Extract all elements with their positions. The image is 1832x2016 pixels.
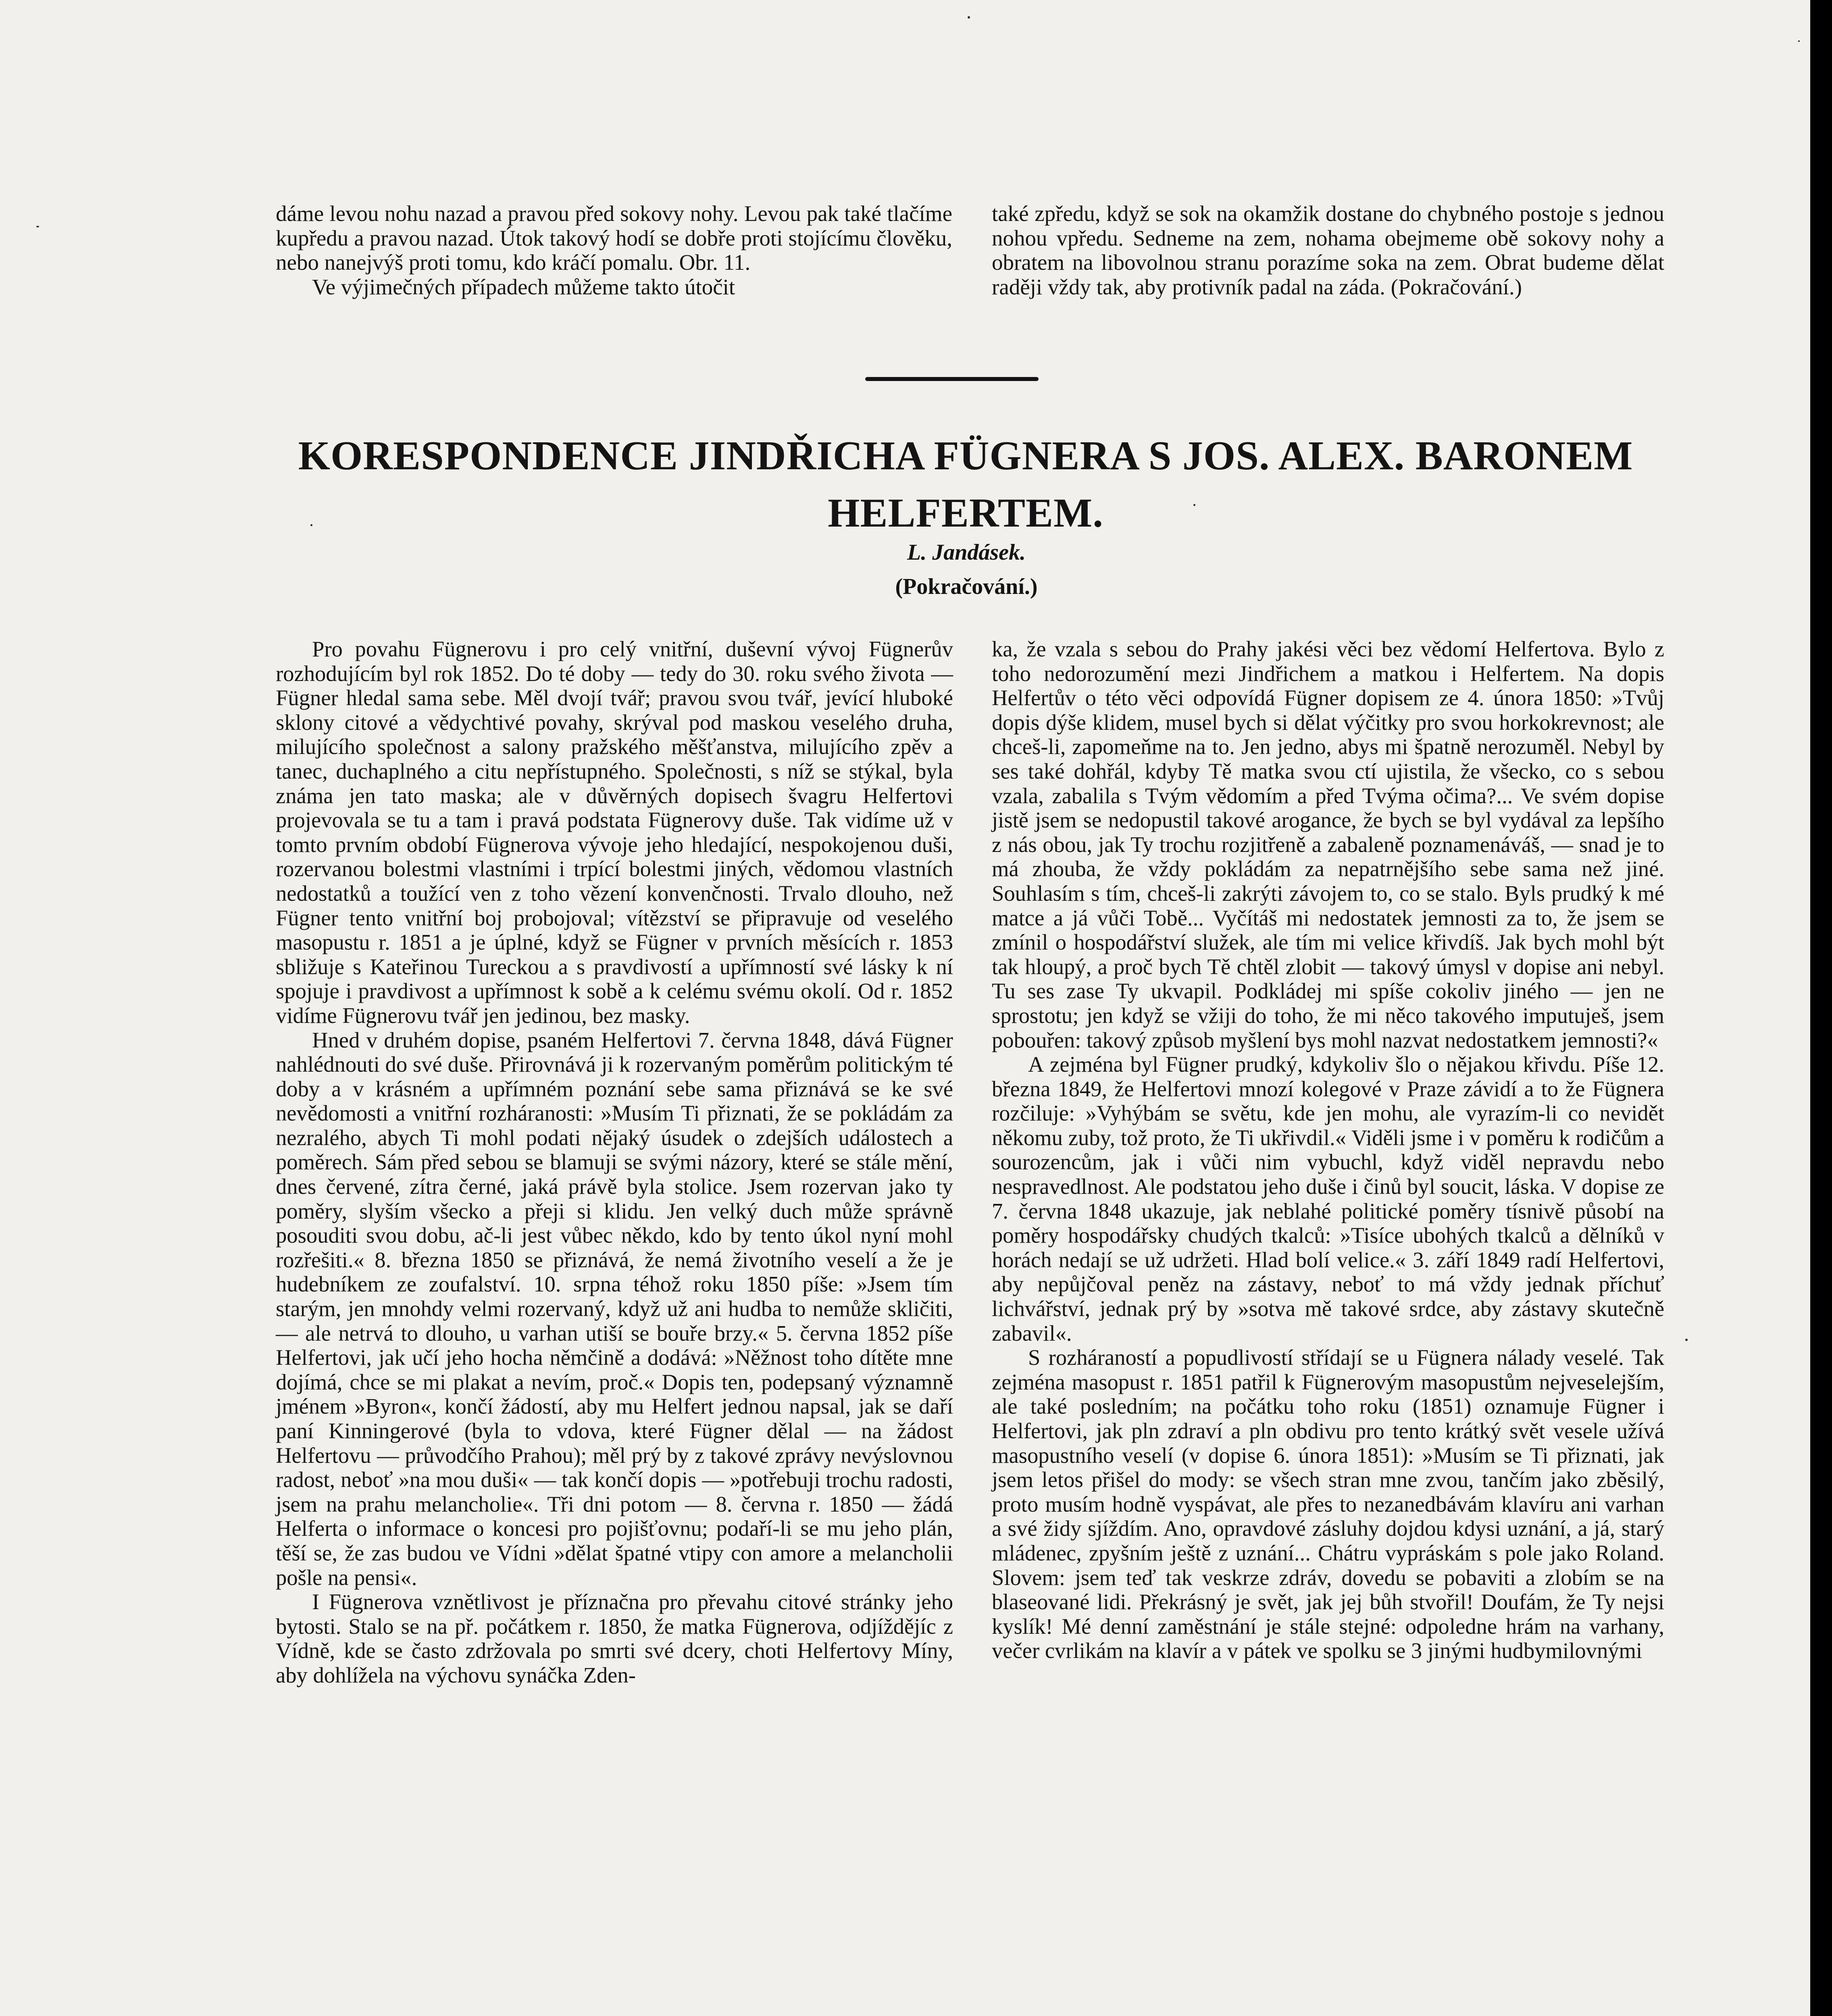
article-paragraph: ka, že vzala s sebou do Prahy jakési věci bez vědomí Helfertova. Bylo z toho nedorozumění mezi Jindřichem a matkou i Helfertem. Na dopis Helfertův o této věci odpovídá Fügner dopisem ze 4. února 1850: »Tvůj dopis dýše klidem, musel bych si dělat výčitky pro svou horkokrevnost; ale chceš-li, zapomeňme na to. Jen jedno, abys mi špatně nerozuměl. Nebyl by ses také dohřál, kdyby Tě matka svou ctí ujistila, že všecko, co s sebou vzala, zabalila s Tvým vědomím a před Tvýma očima?... Ve svém dopise jistě jsem se nedopustil takové arogance, že bych se byl vydával za lepšího z nás obou, jak Ty trochu rozjitřeně a zabaleně poznamenáváš, — snad je to má zhouba, že vždy pokládám za nepatrnějšího sebe sama než jiné. Souhlasím s tím, chceš-li zakrýti závojem to, co se stalo. Byls prudký k mé matce a já vůči Tobě... Vyčítáš mi nedostatek jemnosti za to, že jsem se zmínil o hospodářství služek, ale tím mi velice křivdíš. Jak bych mohl být tak hloupý, a proč bych Tě chtěl zlobit — takový úmysl v dopise ani nebyl. Tu ses zase Ty ukvapil. Podkládej mi spíše cokoliv jiného — jen ne sprostotu; jen když se vžiji do toho, že mi něco takového imputuješ, jsem pobouřen: takový způsob myšlení bys mohl nazvat nedostatkem jemnosti?« [992, 637, 1664, 1052]
scan-speck [1685, 1339, 1688, 1341]
previous-article-right-column [992, 202, 1664, 299]
article-paragraph: A zejména byl Fügner prudký, kdykoliv šlo o nějakou křivdu. Píše 12. března 1849, že Helfertovi mnozí kolegové v Praze závidí a to že Fügnera rozčiluje: »Vyhýbám se světu, kde jen mohu, ale vyrazím-li co nevidět někomu zuby, tož proto, že Ti ukřivdil.« Viděli jsme i v poměru k rodičům a sourozencům, jak i vůči nim vybuchl, když viděl nepravdu nebo nespravedlnost. Ale podstatou jeho duše i činů byl soucit, láska. V dopise ze 7. června 1848 ukazuje, jak neblahé politické poměry tísnivě působí na poměry hospodářsky chudých tkalců: »Tisíce ubohých tkalců a dělníků v horách nedají se už udržeti. Hlad bolí velice.« 3. září 1849 radí Helfertovi, aby nepůjčoval peněz na zástavy, neboť to má vždy jednak příchuť lichvářství, jednak prý by »sotva mě takové srdce, aby zástavy skutečně zabavil«. [992, 1052, 1664, 1345]
article-paragraph: Hned v druhém dopise, psaném Helfertovi 7. června 1848, dává Fügner nahlédnouti do své duše. Přirovnává ji k rozervaným poměrům politickým té doby a v krásném a upřímném poznání sebe sama přiznává se ke své nevědomosti a vnitřní rozháranosti: »Musím Ti přiznati, že se pokládám za nezralého, abych Ti mohl podati nějaký úsudek o zdejších událostech a poměrech. Sám před sebou se blamuji se svými názory, které se stále mění, dnes červené, zítra černé, jaká právě byla stolice. Jsem rozervan jako ty poměry, slyším všecko a přeji si klidu. Jen velký duch může správně posouditi svou dobu, ač-li jest vůbec někdo, kdo by tento úkol nyní mohl rozřešiti.« 8. března 1850 se přiznává, že nemá životního veselí a že je hudebníkem ze zoufalství. 10. srpna téhož roku 1850 píše: »Jsem tím starým, jen mnohdy velmi rozervaný, když už ani hudba to nemůže skličiti, — ale netrvá to dlouho, u varhan utiší se bouře brzy.« 5. června 1852 píše Helfertovi, jak učí jeho hocha němčině a dodává: »Něžnost toho dítěte mne dojímá, chce se mi plakat a nevím, proč.« Dopis ten, podepsaný významně jménem »Byron«, končí žádostí, aby mu Helfert jednou napsal, jak se daří paní Kinningerové (byla to vdova, které Fügner dělal — na žádost Helfertovu — průvodčího Prahou); měl prý by z takové zprávy nevýslovnou radost, neboť »na mou duši« — tak končí dopis — »potřebuji trochu radosti, jsem na prahu melancholie«. Tři dni potom — 8. června r. 1850 — žádá Helferta o informace o koncesi pro pojišťovnu; podaří-li se mu jeho plán, těší se, že zas budou ve Vídni »dělat špatné vtipy con amore a melancholii pošle na pensi«. [276, 1027, 953, 1590]
article-left-column [276, 637, 953, 1688]
previous-article-paragraph: dáme levou nohu nazad a pravou před sokovy nohy. Levou pak také tlačíme kupředu a pravou nazad. Útok takový hodí se dobře proti stojícímu člověku, nebo nanejvýš proti tomu, kdo kráčí pomalu. Obr. 11. [276, 201, 952, 275]
continuation-note: (Pokračování.) [895, 574, 1038, 599]
previous-article-paragraph: Ve výjimečných případech můžeme takto útočit [312, 274, 735, 299]
scan-speck [310, 524, 312, 526]
scan-speck [968, 16, 970, 19]
article-title: KORESPONDENCE JINDŘICHA FÜGNERA S JOS. ALEX. BARONEM HELFERTEM. [298, 433, 1633, 536]
article-paragraph: I Fügnerova vznětlivost je příznačna pro převahu citové stránky jeho bytosti. Stalo se na př. počátkem r. 1850, že matka Fügnerova, odjíždějíc z Vídně, kde se často zdržovala po smrti své dcery, choti Helfertovy Míny, aby dohlížela na výchovu synáčka Zden- [276, 1589, 953, 1687]
previous-article-left-column [276, 202, 952, 299]
article-author: L. Jandásek. [907, 540, 1026, 565]
scan-speck [1193, 504, 1195, 506]
section-divider-rule [865, 377, 1039, 381]
article-paragraph: S rozháraností a popudlivostí střídají se u Fügnera nálady veselé. Tak zejména masopust r. 1851 patřil k Fügnerovým masopustům nejveselejším, ale také posledním; na počátku toho roku (1851) oznamuje Fügner i Helfertovi, jak pln zdraví a pln obdivu pro tento krátký svět vesele užívá masopustního veselí (v dopise 6. února 1851): »Musím se Ti přiznati, jak jsem letos přišel do mody: se všech stran mne zvou, tančím jako zběsilý, proto musím hodně vyspávat, ale přes to nezanedbávám klavíru ani varhan a své židy sjíždím. Ano, opravdové zásluhy dojdou kdysi uznání, a já, starý mládenec, zpyšním ještě z uznání... Chátru vypráskám s pole jako Roland. Slovem: jsem teď tak veskrze zdráv, dovedu se pobaviti a zlobím se na blaseované lidi. Překrásný je svět, jak jej bůh stvořil! Doufám, že Ty nejsi kyslík! Mé denní zaměstnání je stále stejné: odpoledne hrám na varhany, večer cvrlikám na klavír a v pátek ve spolku se 3 jinými hudbymilovnými [992, 1345, 1664, 1663]
article-right-column [992, 637, 1664, 1663]
scan-border [1810, 0, 1832, 2016]
scan-speck [1798, 40, 1800, 42]
scan-speck [36, 226, 39, 227]
article-paragraph: Pro povahu Fügnerovu i pro celý vnitřní, duševní vývoj Fügnerův rozhodujícím byl rok 1852. Do té doby — tedy do 30. roku svého života — Fügner hledal sama sebe. Měl dvojí tvář; pravou svou tvář, jevící hluboké sklony citové a vědychtivé povahy, skrýval pod maskou veselého druha, milujícího společnost a salony pražského měšťanstva, milujícího zpěv a tanec, duchaplného a citu nepřístupného. Společnosti, s níž se stýkal, byla známa jen tato maska; ale v důvěrných dopisech švagru Helfertovi projevovala se tu a tam i pravá podstata Fügnerovy duše. Tak vidíme už v tomto prvním období Fügnerova vývoje jeho hledající, nespokojenou duši, rozervanou bolestmi vlastními i trpící bolestmi jiných, vědomou vlastních nedostatků a toužící ven z toho vězení konvenčnosti. Trvalo dlouho, než Fügner tento vnitřní boj probojoval; vítězství se připravuje od veselého masopustu r. 1851 a je úplné, když se Fügner v prvních měsících r. 1853 sbližuje s Kateřinou Tureckou a s pravdivostí a upřímností své lásky k ní spojuje i pravdivost a upřímnost k sobě a k celému svému okolí. Od r. 1852 vidíme Fügnerovu tvář jen jedinou, bez masky. [276, 637, 953, 1028]
previous-article-paragraph: také zpředu, když se sok na okamžik dostane do chybného postoje s jednou nohou vpředu. Sedneme na zem, nohama obejmeme obě sokovy nohy a obratem na libovolnou stranu porazíme soka na zem. Obrat budeme dělat raději vždy tak, aby protivník padal na záda. (Pokračování.) [992, 201, 1664, 299]
